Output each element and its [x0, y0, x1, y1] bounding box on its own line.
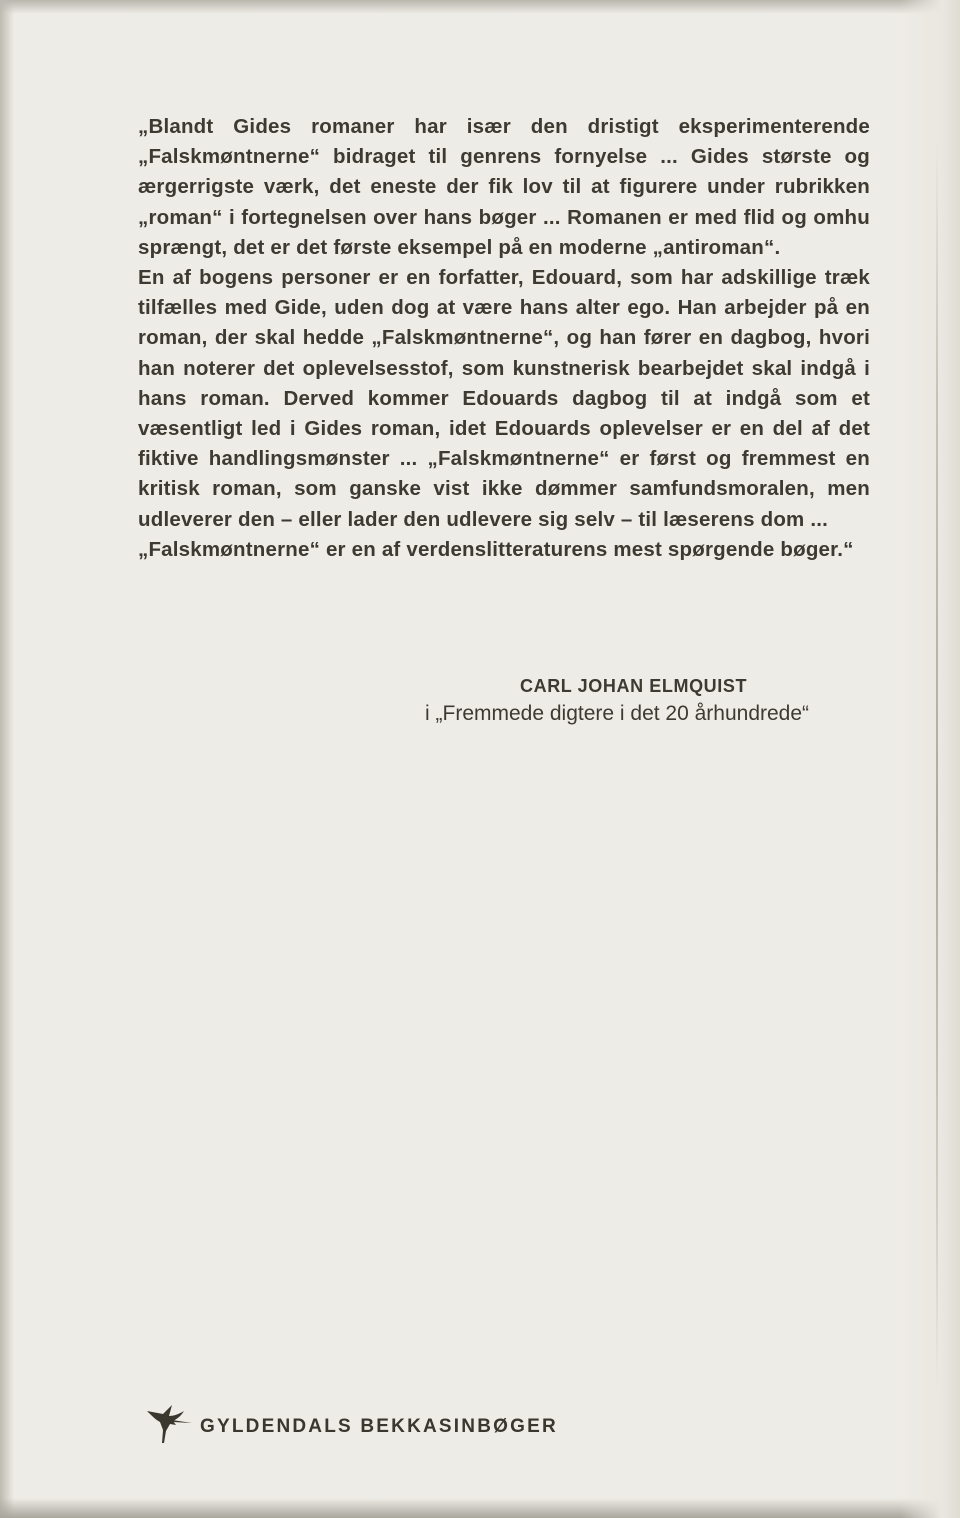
publisher-imprint [146, 1398, 558, 1446]
attribution-source: i „Fremmede digtere i det 20 århundrede“ [425, 702, 810, 725]
left-edge-shadow [0, 0, 14, 1518]
snipe-bird-icon [146, 1399, 194, 1445]
blurb-paragraph: „Falskmøntnerne“ er en af verdenslitteraturens mest spørgende bøger.“ [138, 537, 854, 561]
publisher-name: GYLDENDALS BEKKASINBØGER [200, 1416, 558, 1437]
top-edge-shadow [0, 0, 960, 14]
spine-crease [936, 140, 938, 1390]
right-edge-wear [900, 0, 960, 1518]
bottom-edge-shadow [0, 1498, 960, 1518]
blurb-text [138, 112, 870, 565]
attribution-author: CARL JOHAN ELMQUIST [520, 676, 748, 696]
blurb-paragraph: En af bogens personer er en forfatter, Edouard, som har adskillige træk tilfælles med Gide, uden dog at være hans alter ego. Han arbejder på en roman, der skal hedde „Falskmøntnerne“, og han fører en dagbog, hvori han noterer det oplevelsesstof, som kunstnerisk bearbejdet skal indgå i hans roman. Derved kommer Edouards dagbog til at indgå som et væsentligt led i Gides roman, idet Edouards oplevelser er en del af det fiktive handlingsmønster ... „Falskmøntnerne“ er først og fremmest en kritisk roman, som ganske vist ikke dømmer samfundsmoralen, men udleverer den – eller lader den udlevere sig selv – til læserens dom ... [138, 266, 870, 531]
blurb-paragraph: „Blandt Gides romaner har især den dristigt eksperimenterende „Falskmøntnerne“ bidraget til genrens fornyelse ... Gides største og ærgerrigste værk, det eneste der fik lov til at figurere under rubrikken „roman“ i fortegnelsen over hans bøger ... Romanen er med flid og omhu sprængt, det er det første eksempel på en moderne „antiroman“. [138, 115, 870, 259]
